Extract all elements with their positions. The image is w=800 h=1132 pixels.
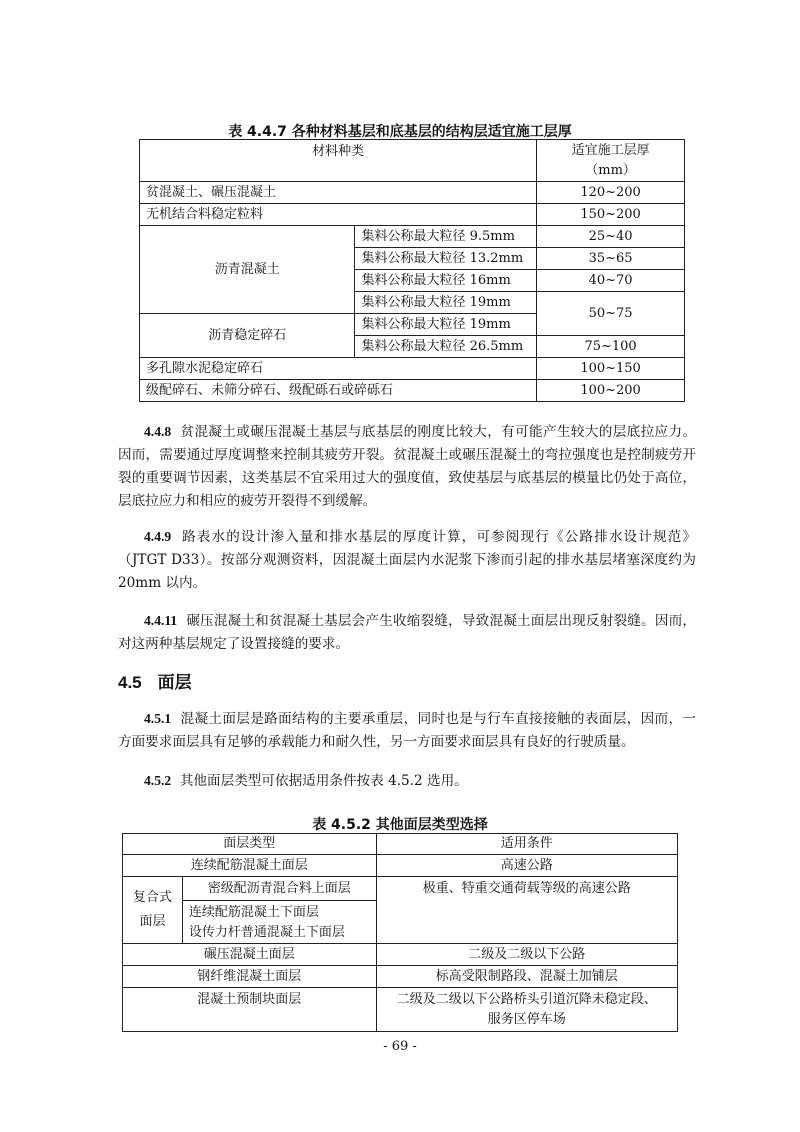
paragraph-4-5-2: 4.5.2 其他面层类型可依据适用条件按表 4.5.2 选用。 <box>144 773 468 789</box>
thickness-cell: 100~150 <box>537 358 685 380</box>
condition-cell: 二级及二级以下公路 <box>376 944 677 966</box>
header-type: 面层类型 <box>123 834 377 855</box>
thickness-cell: 35~65 <box>537 248 685 270</box>
thickness-cell: 75~100 <box>537 336 685 358</box>
table-452 <box>122 833 678 1032</box>
condition-cell: 高速公路 <box>376 855 677 877</box>
aggregate-size-cell: 集料公称最大粒径 19mm <box>355 292 537 314</box>
section-heading: 4.5 面层 <box>118 673 192 693</box>
aggregate-size-cell: 集料公称最大粒径 9.5mm <box>355 226 537 248</box>
header-material: 材料种类 <box>140 140 537 182</box>
aggregate-size-cell: 集料公称最大粒径 13.2mm <box>355 248 537 270</box>
condition-cell: 标高受限制路段、混凝土加铺层 <box>376 966 677 988</box>
table-452-caption: 表 4.5.2 其他面层类型选择 <box>312 817 488 833</box>
material-cell: 多孔隙水泥稳定碎石 <box>140 358 537 380</box>
asphalt-gravel-cell: 沥青稳定碎石 <box>140 314 355 358</box>
page-number: - 69 - <box>383 1039 417 1054</box>
thickness-cell: 150~200 <box>537 204 685 226</box>
composite-sub-cell: 密级配沥青混合料上面层 <box>182 877 376 901</box>
type-cell: 碾压混凝土面层 <box>123 944 377 966</box>
thickness-cell: 40~70 <box>537 270 685 292</box>
table-447-caption: 表 4.4.7 各种材料基层和底基层的结构层适宜施工层厚 <box>228 124 572 140</box>
asphalt-concrete-cell: 沥青混凝土 <box>140 226 355 314</box>
header-thickness: 适宜施工层厚 （mm） <box>537 140 685 182</box>
composite-sub-cell: 连续配筋混凝土下面层 设传力杆普通混凝土下面层 <box>182 901 376 944</box>
aggregate-size-cell: 集料公称最大粒径 16mm <box>355 270 537 292</box>
material-cell: 无机结合料稳定粒料 <box>140 204 537 226</box>
thickness-cell: 100~200 <box>537 380 685 402</box>
type-cell: 混凝土预制块面层 <box>123 988 377 1032</box>
material-cell: 贫混凝土、碾压混凝土 <box>140 182 537 204</box>
paragraph-4-5-1: 4.5.1 混凝土面层是路面结构的主要承重层，同时也是与行车直接接触的表面层，因而，一方面要求面层具有足够的承载能力和耐久性，另一方面要求面层具有良好的行驶质量。 <box>118 711 696 750</box>
type-cell: 钢纤维混凝土面层 <box>123 966 377 988</box>
paragraph-4-4-11: 4.4.11 碾压混凝土和贫混凝土基层会产生收缩裂缝，导致混凝土面层出现反射裂缝。因而，对这两种基层规定了设置接缝的要求。 <box>118 613 696 652</box>
paragraph-4-4-9: 4.4.9 路表水的设计渗入量和排水基层的厚度计算，可参阅现行《公路排水设计规范》（JTGT D33）。按部分观测资料，因混凝土面层内水泥浆下渗而引起的排水基层堵塞深度约为 20mm 以内。 <box>118 529 696 591</box>
composite-cell: 复合式 面层 <box>123 877 183 944</box>
type-cell: 连续配筋混凝土面层 <box>123 855 377 877</box>
thickness-cell: 120~200 <box>537 182 685 204</box>
thickness-cell: 50~75 <box>537 292 685 336</box>
aggregate-size-cell: 集料公称最大粒径 26.5mm <box>355 336 537 358</box>
paragraph-4-4-8: 4.4.8 贫混凝土或碾压混凝土基层与底基层的刚度比较大，有可能产生较大的层底拉应力。因而，需要通过厚度调整来控制其疲劳开裂。贫混凝土或碾压混凝土的弯拉强度也是控制疲劳开裂的重要调节因素，这类基层不宜采用过大的强度值，致使基层与底基层的模量比仍处于高位，层底拉应力和相应的疲劳开裂得不到缓解。 <box>118 424 696 509</box>
material-cell: 级配碎石、未筛分碎石、级配砾石或碎砾石 <box>140 380 537 402</box>
header-condition: 适用条件 <box>376 834 677 855</box>
aggregate-size-cell: 集料公称最大粒径 19mm <box>355 314 537 336</box>
condition-cell: 二级及二级以下公路桥头引道沉降未稳定段、 服务区停车场 <box>376 988 677 1032</box>
condition-cell: 极重、特重交通荷载等级的高速公路 <box>376 877 677 944</box>
table-447 <box>139 139 685 402</box>
thickness-cell: 25~40 <box>537 226 685 248</box>
